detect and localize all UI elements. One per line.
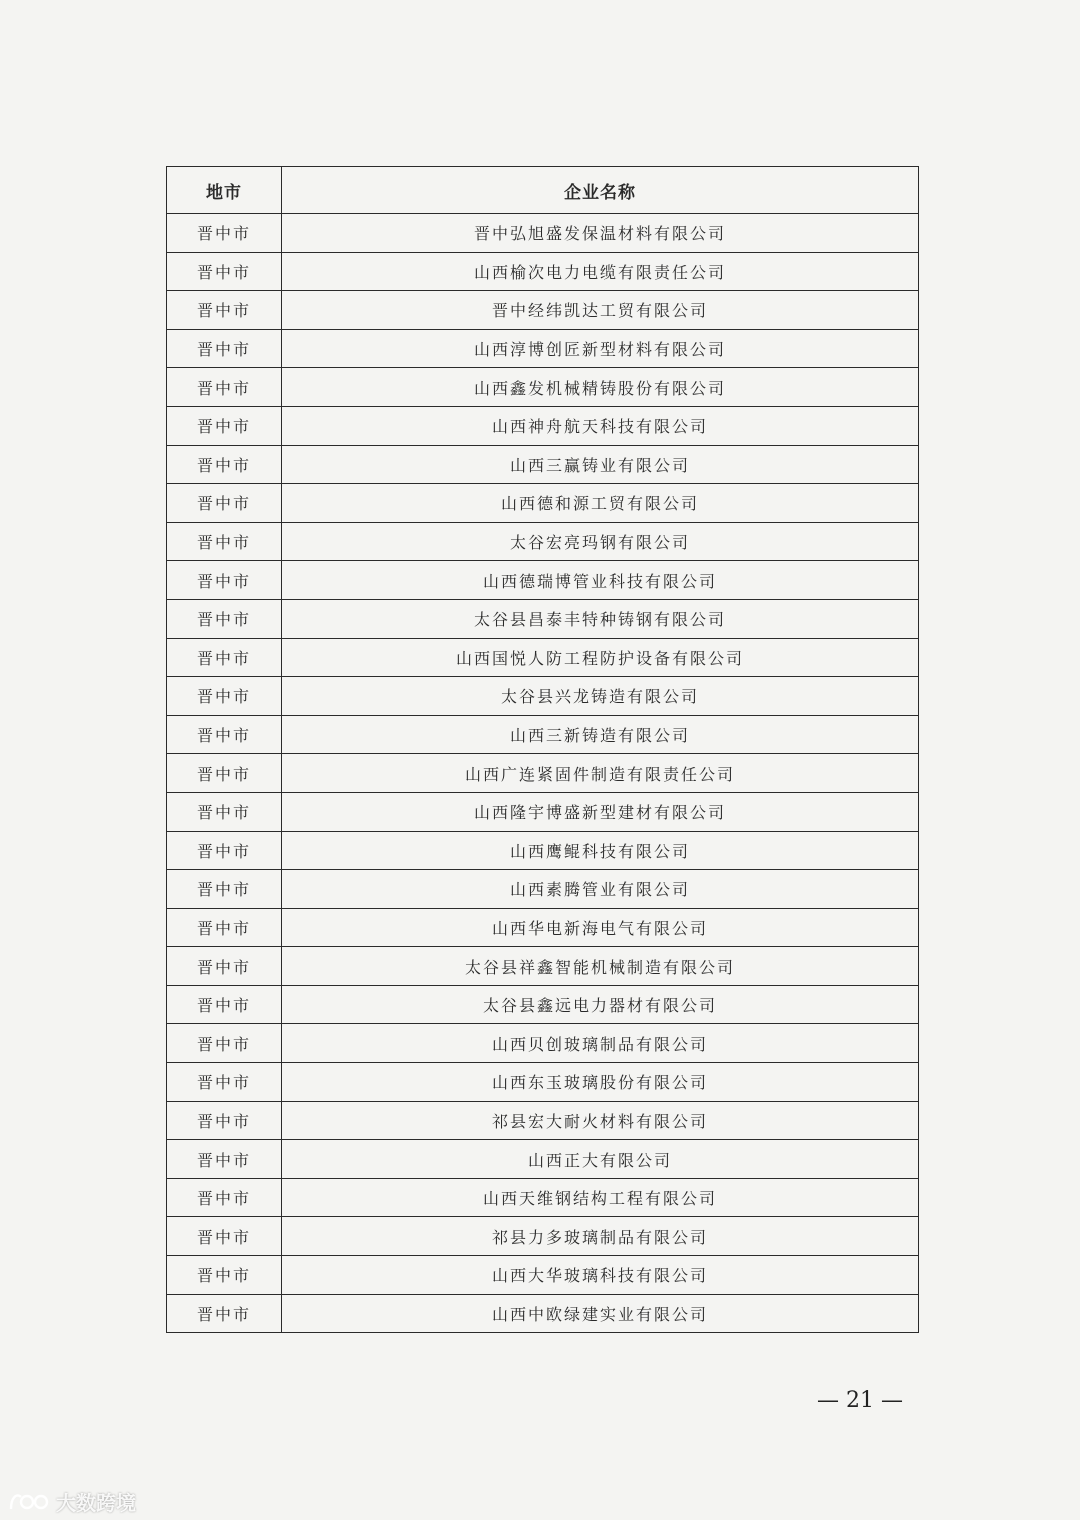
cell-enterprise-name: 晋中经纬凯达工贸有限公司 — [282, 291, 919, 330]
watermark — [8, 1486, 136, 1516]
cell-enterprise-name: 晋中弘旭盛发保温材料有限公司 — [282, 214, 919, 253]
brand-logo-icon — [8, 1489, 52, 1513]
table-row — [167, 908, 919, 947]
table-header-row — [167, 167, 919, 214]
table-row — [167, 715, 919, 754]
cell-city: 晋中市 — [167, 1140, 282, 1179]
cell-city: 晋中市 — [167, 522, 282, 561]
table-row — [167, 522, 919, 561]
table-row — [167, 947, 919, 986]
table-row — [167, 368, 919, 407]
cell-city: 晋中市 — [167, 792, 282, 831]
cell-enterprise-name: 山西东玉玻璃股份有限公司 — [282, 1063, 919, 1102]
cell-city: 晋中市 — [167, 406, 282, 445]
cell-city: 晋中市 — [167, 1294, 282, 1333]
cell-city: 晋中市 — [167, 715, 282, 754]
table-row — [167, 1101, 919, 1140]
table-body — [167, 214, 919, 1333]
cell-city: 晋中市 — [167, 214, 282, 253]
cell-city: 晋中市 — [167, 1101, 282, 1140]
cell-enterprise-name: 山西神舟航天科技有限公司 — [282, 406, 919, 445]
cell-city: 晋中市 — [167, 599, 282, 638]
cell-city: 晋中市 — [167, 1217, 282, 1256]
table-row — [167, 638, 919, 677]
table-row — [167, 214, 919, 253]
cell-city: 晋中市 — [167, 985, 282, 1024]
table-row — [167, 1178, 919, 1217]
table-row — [167, 1140, 919, 1179]
cell-city: 晋中市 — [167, 1256, 282, 1295]
cell-enterprise-name: 祁县宏大耐火材料有限公司 — [282, 1101, 919, 1140]
table-row — [167, 985, 919, 1024]
cell-enterprise-name: 山西广连紧固件制造有限责任公司 — [282, 754, 919, 793]
cell-city: 晋中市 — [167, 908, 282, 947]
table-row — [167, 599, 919, 638]
table-row — [167, 1256, 919, 1295]
page-number: — 21 — — [817, 1388, 903, 1413]
cell-enterprise-name: 太谷县鑫远电力器材有限公司 — [282, 985, 919, 1024]
cell-city: 晋中市 — [167, 1024, 282, 1063]
table-row — [167, 831, 919, 870]
cell-enterprise-name: 山西三赢铸业有限公司 — [282, 445, 919, 484]
table-row — [167, 252, 919, 291]
header-enterprise-name: 企业名称 — [282, 167, 919, 214]
cell-enterprise-name: 山西德瑞博管业科技有限公司 — [282, 561, 919, 600]
cell-enterprise-name: 山西大华玻璃科技有限公司 — [282, 1256, 919, 1295]
cell-city: 晋中市 — [167, 831, 282, 870]
table-row — [167, 870, 919, 909]
cell-enterprise-name: 太谷县兴龙铸造有限公司 — [282, 677, 919, 716]
cell-city: 晋中市 — [167, 252, 282, 291]
table-row — [167, 1063, 919, 1102]
cell-enterprise-name: 太谷县昌泰丰特种铸钢有限公司 — [282, 599, 919, 638]
cell-enterprise-name: 太谷宏亮玛钢有限公司 — [282, 522, 919, 561]
cell-enterprise-name: 山西中欧绿建实业有限公司 — [282, 1294, 919, 1333]
cell-enterprise-name: 太谷县祥鑫智能机械制造有限公司 — [282, 947, 919, 986]
cell-enterprise-name: 山西德和源工贸有限公司 — [282, 484, 919, 523]
cell-enterprise-name: 山西榆次电力电缆有限责任公司 — [282, 252, 919, 291]
cell-enterprise-name: 山西正大有限公司 — [282, 1140, 919, 1179]
enterprise-table — [166, 166, 919, 1333]
cell-city: 晋中市 — [167, 754, 282, 793]
header-city: 地市 — [167, 167, 282, 214]
cell-city: 晋中市 — [167, 677, 282, 716]
table-row — [167, 1217, 919, 1256]
table-row — [167, 291, 919, 330]
cell-enterprise-name: 山西鑫发机械精铸股份有限公司 — [282, 368, 919, 407]
cell-enterprise-name: 山西天维钢结构工程有限公司 — [282, 1178, 919, 1217]
table-row — [167, 677, 919, 716]
table-row — [167, 484, 919, 523]
table-row — [167, 1294, 919, 1333]
cell-enterprise-name: 山西三新铸造有限公司 — [282, 715, 919, 754]
cell-city: 晋中市 — [167, 484, 282, 523]
cell-city: 晋中市 — [167, 1063, 282, 1102]
table-row — [167, 1024, 919, 1063]
cell-enterprise-name: 山西素腾管业有限公司 — [282, 870, 919, 909]
cell-enterprise-name: 山西华电新海电气有限公司 — [282, 908, 919, 947]
cell-enterprise-name: 山西贝创玻璃制品有限公司 — [282, 1024, 919, 1063]
cell-city: 晋中市 — [167, 329, 282, 368]
cell-enterprise-name: 山西鹰鲲科技有限公司 — [282, 831, 919, 870]
table-row — [167, 561, 919, 600]
cell-city: 晋中市 — [167, 870, 282, 909]
table-row — [167, 445, 919, 484]
watermark-text: 大数跨境 — [56, 1490, 136, 1515]
cell-city: 晋中市 — [167, 561, 282, 600]
cell-city: 晋中市 — [167, 445, 282, 484]
cell-enterprise-name: 祁县力多玻璃制品有限公司 — [282, 1217, 919, 1256]
table-row — [167, 329, 919, 368]
cell-city: 晋中市 — [167, 638, 282, 677]
cell-city: 晋中市 — [167, 947, 282, 986]
cell-city: 晋中市 — [167, 1178, 282, 1217]
cell-enterprise-name: 山西隆宇博盛新型建材有限公司 — [282, 792, 919, 831]
table-row — [167, 792, 919, 831]
cell-city: 晋中市 — [167, 368, 282, 407]
table-row — [167, 754, 919, 793]
cell-enterprise-name: 山西国悦人防工程防护设备有限公司 — [282, 638, 919, 677]
table-row — [167, 406, 919, 445]
cell-enterprise-name: 山西淳博创匠新型材料有限公司 — [282, 329, 919, 368]
cell-city: 晋中市 — [167, 291, 282, 330]
